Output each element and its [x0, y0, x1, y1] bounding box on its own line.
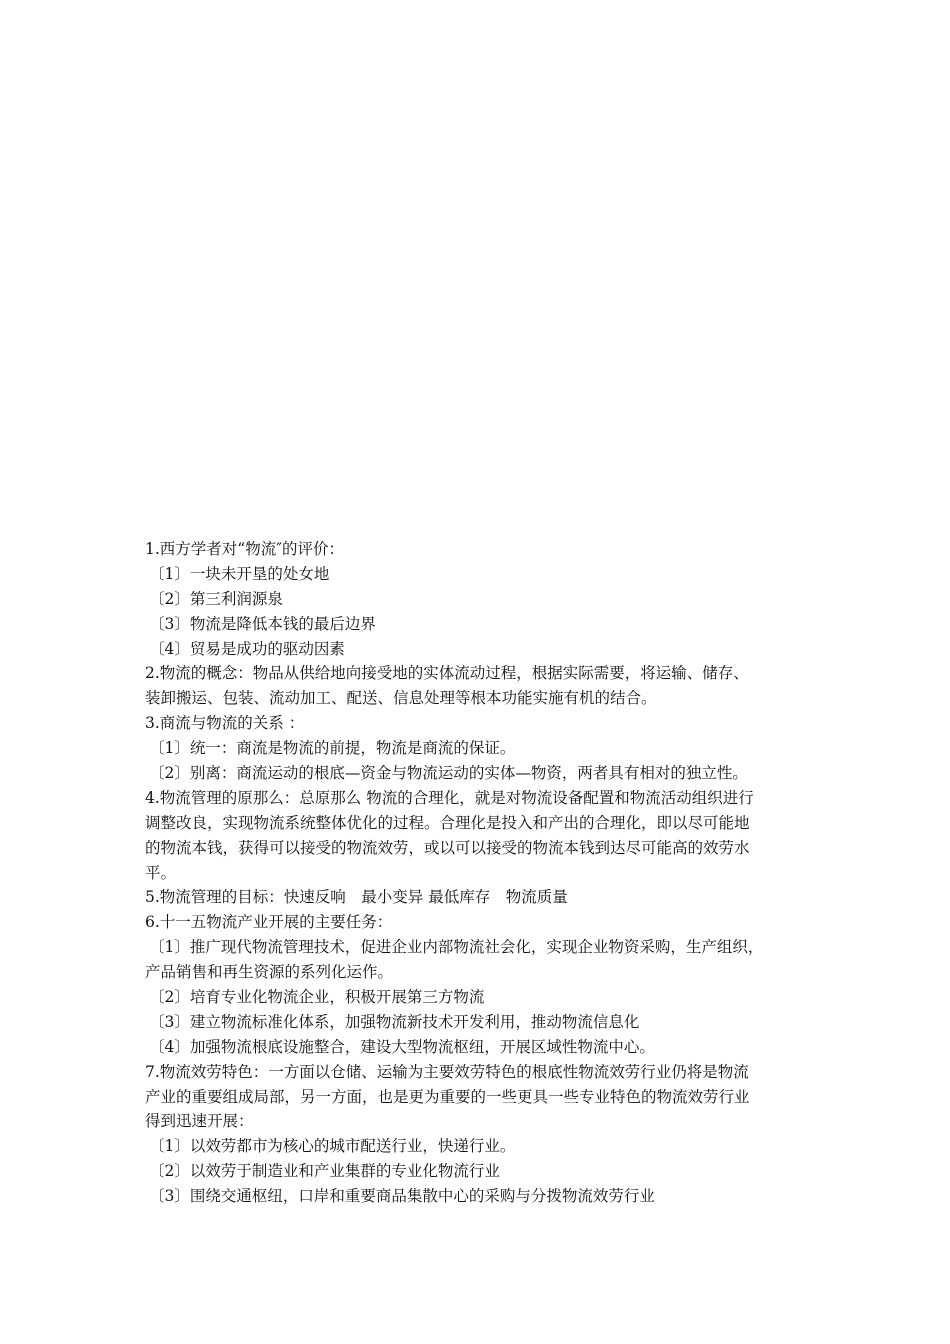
- section-heading-5: 5.物流管理的目标：快速反响 最小变异 最低库存 物流质量: [145, 888, 568, 907]
- list-item: 〔1〕统一：商流是物流的前提，物流是商流的保证。: [149, 739, 516, 758]
- list-item: 〔1〕推广现代物流管理技术，促进企业内部物流社会化，实现企业物资采购，生产组织，: [149, 938, 764, 957]
- paragraph-line: 平。: [145, 863, 177, 882]
- list-item: 〔2〕培育专业化物流企业，积极开展第三方物流: [149, 988, 485, 1007]
- section-heading-4: 4.物流管理的原那么：总原那么 物流的合理化，就是对物流设备配置和物流活动组织进行: [145, 788, 754, 807]
- paragraph-line: 产品销售和再生资源的系列化运作。: [145, 963, 394, 982]
- section-heading-3: 3.商流与物流的关系 ：: [145, 714, 305, 733]
- section-heading-1: 1.西方学者对“物流″的评价：: [145, 540, 345, 558]
- paragraph-line: 调整改良，实现物流系统整体优化的过程。合理化是投入和产出的合理化，即以尽可能地: [145, 813, 750, 832]
- list-item: 〔4〕加强物流根底设施整合，建设大型物流枢纽，开展区域性物流中心。: [149, 1037, 655, 1056]
- section-heading-7: 7.物流效劳特色：一方面以仓储、运输为主要效劳特色的根底性物流效劳行业仍将是物流: [145, 1062, 749, 1081]
- list-item: 〔3〕物流是降低本钱的最后边界: [149, 614, 376, 633]
- paragraph-line: 装卸搬运、包装、流动加工、配送、信息处理等根本功能实施有机的结合。: [145, 689, 657, 708]
- list-item: 〔3〕建立物流标准化体系，加强物流新技术开发利用，推动物流信息化: [149, 1012, 640, 1031]
- section-heading-2: 2.物流的概念：物品从供给地向接受地的实体流动过程，根据实际需要，将运输、储存、: [145, 664, 749, 683]
- list-item: 〔4〕贸易是成功的驱动因素: [149, 639, 345, 658]
- paragraph-line: 的物流本钱，获得可以接受的物流效劳，或以可以接受的物流本钱到达尽可能高的效劳水: [145, 838, 750, 857]
- paragraph-line: 产业的重要组成局部，另一方面，也是更为重要的一些更具一些专业特色的物流效劳行业: [145, 1087, 750, 1106]
- list-item: 〔2〕以效劳于制造业和产业集群的专业化物流行业: [149, 1162, 500, 1181]
- list-item: 〔1〕以效劳都市为核心的城市配送行业，快递行业。: [149, 1137, 516, 1156]
- section-heading-6: 6.十一五物流产业开展的主要任务：: [145, 913, 393, 932]
- list-item: 〔2〕别离：商流运动的根底—资金与物流运动的实体—物资，两者具有相对的独立性。: [149, 764, 748, 783]
- list-item: 〔1〕一块未开垦的处女地: [149, 564, 330, 583]
- list-item: 〔3〕围绕交通枢纽，口岸和重要商品集散中心的采购与分拨物流效劳行业: [149, 1187, 655, 1206]
- document-body: [145, 537, 825, 1209]
- paragraph-line: 得到迅速开展：: [145, 1112, 254, 1131]
- list-item: 〔2〕第三利润源泉: [149, 589, 283, 608]
